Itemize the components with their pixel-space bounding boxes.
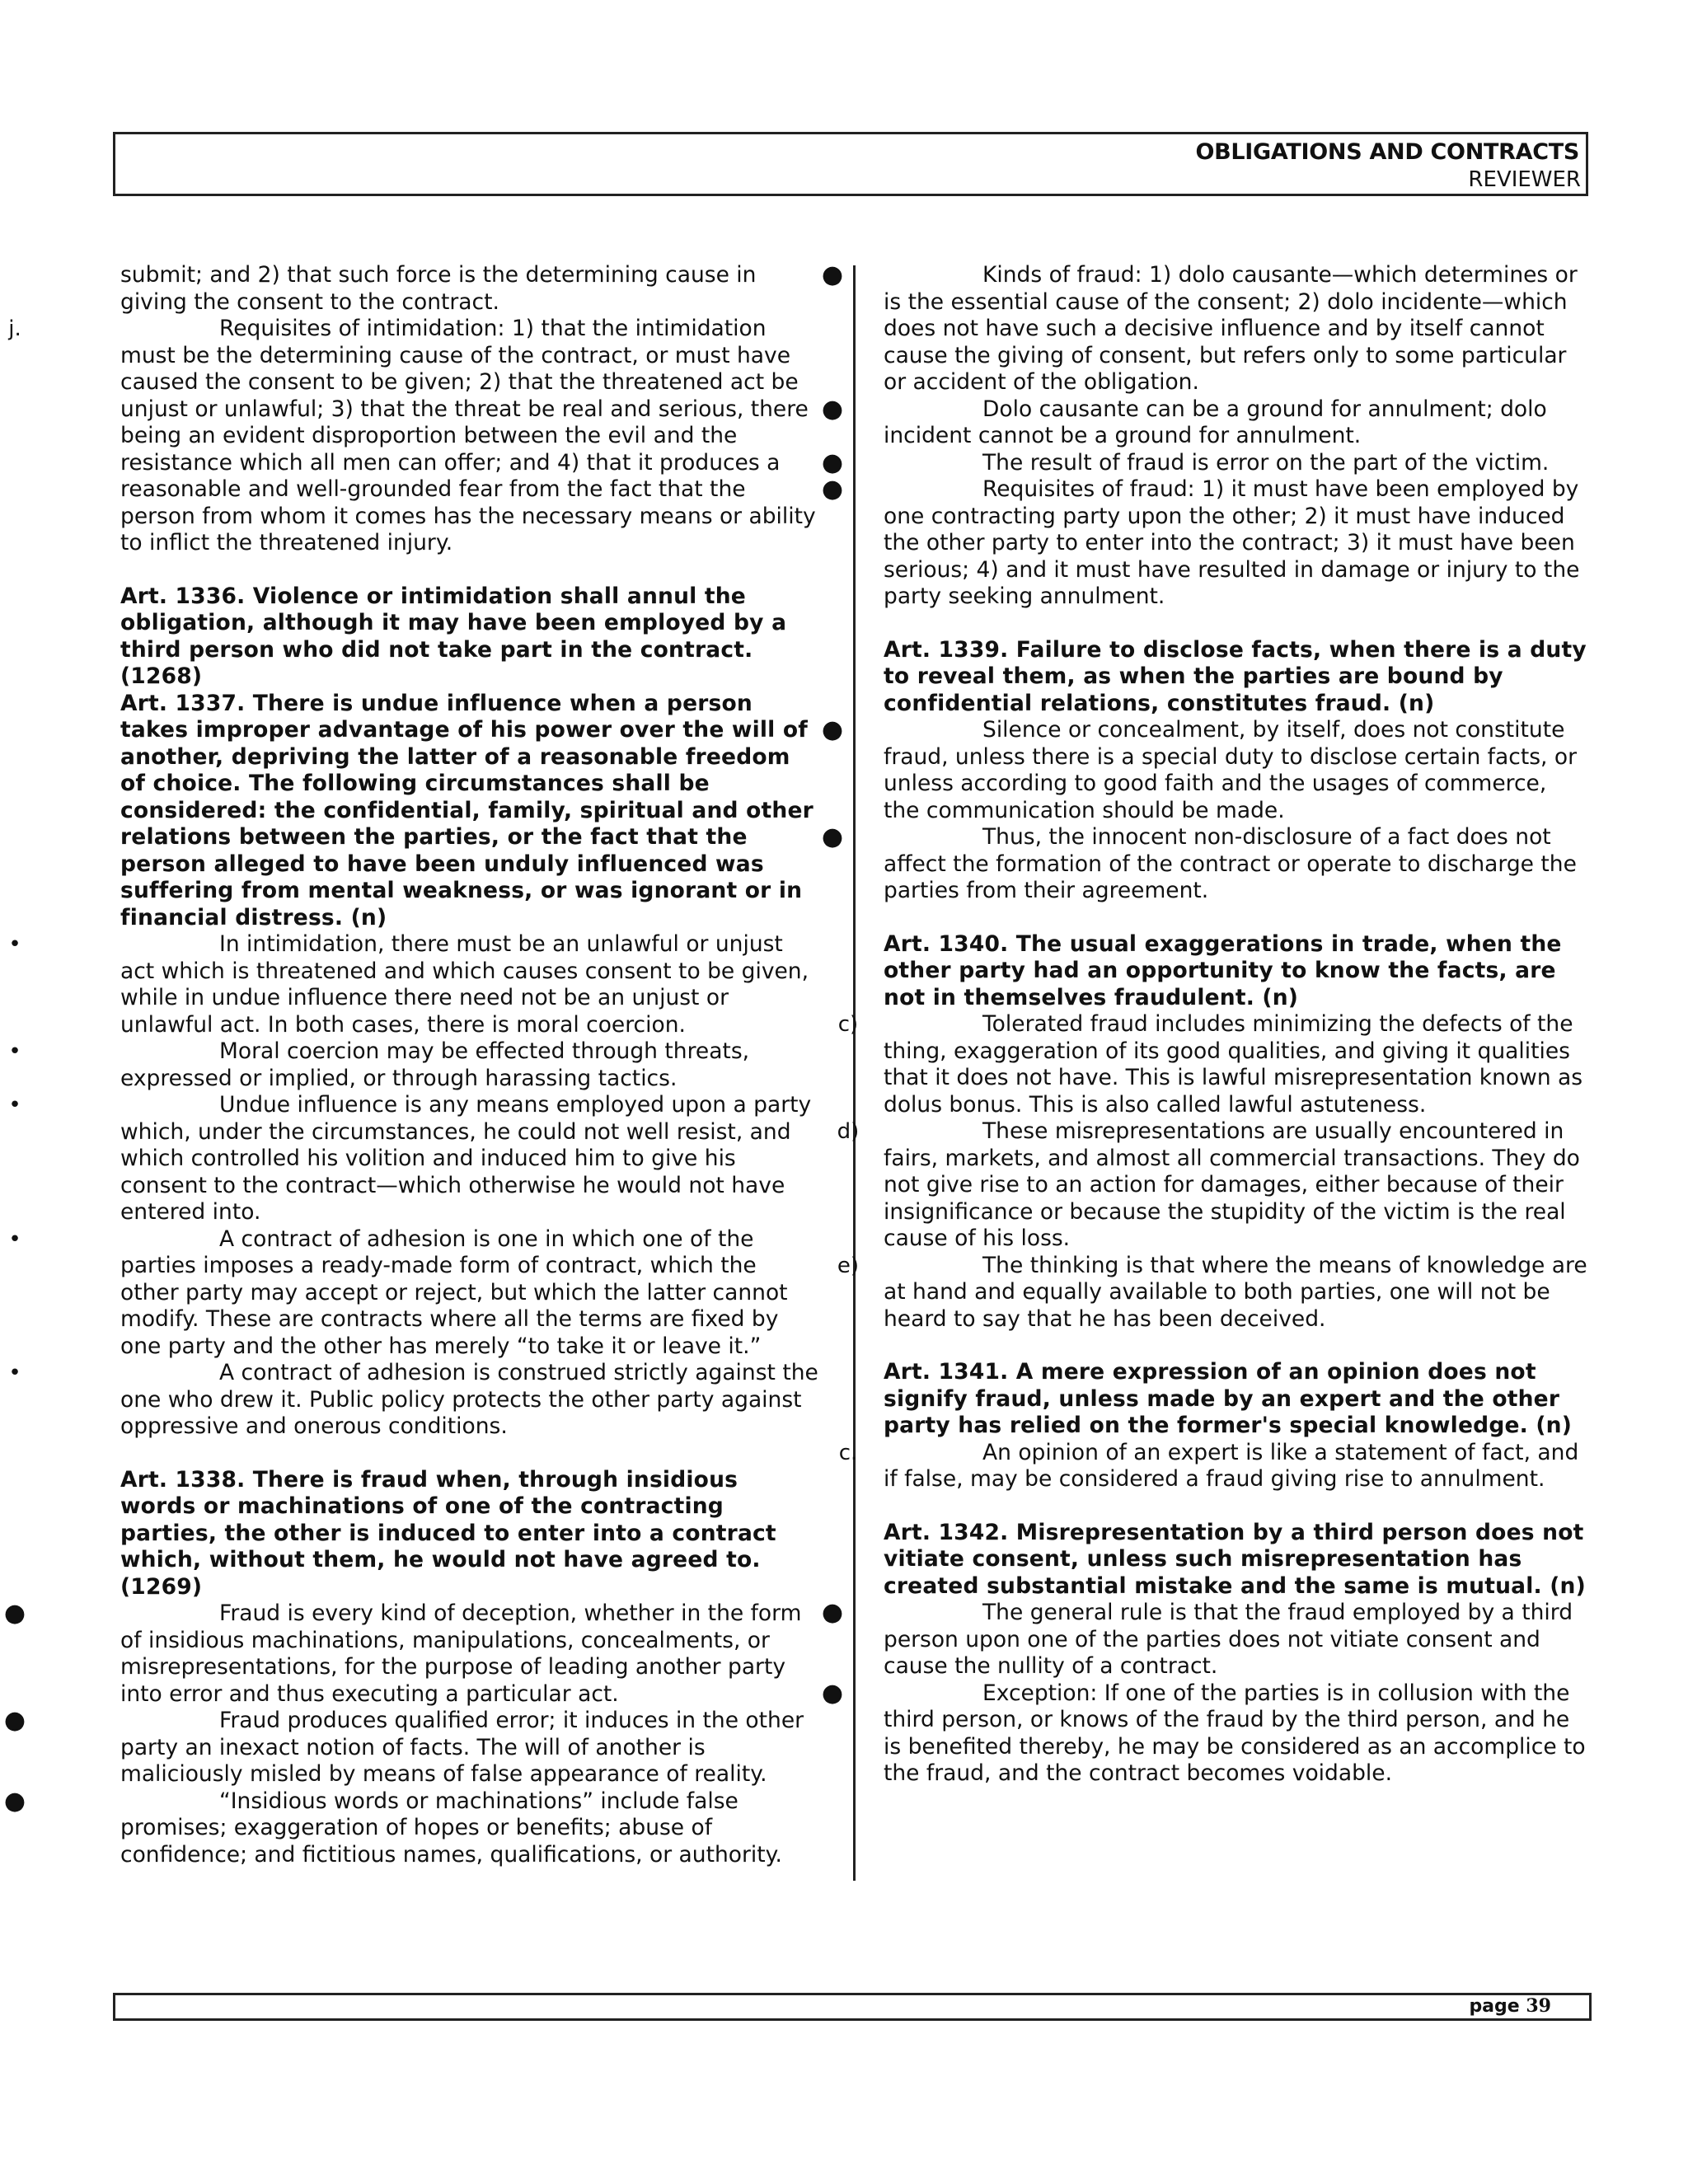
paragraph-gap: [120, 557, 821, 583]
bullet-marker: •: [8, 932, 21, 957]
bullet-marker: ●: [821, 715, 844, 744]
paragraph-text: “Insidious words or machinations” include false promises; exaggeration of hopes or benefits; abuse of confidence; and fictitious names, qualifications, or authority.: [120, 1788, 782, 1868]
bullet-marker: ●: [821, 823, 844, 851]
page-number: [1469, 1995, 1551, 2017]
paragraph-text: Dolo causante can be a ground for annulment; dolo incident cannot be a ground for annulment.: [884, 396, 1547, 448]
paragraph: [3, 1706, 821, 1788]
paragraph-text: A contract of adhesion is construed strictly against the one who drew it. Public policy protects the other party against oppressive and onerous conditions.: [120, 1360, 818, 1439]
page-footer: [113, 1993, 1592, 2021]
paragraph-text: Moral coercion may be effected through threats, expressed or implied, or through harassing tactics.: [120, 1038, 750, 1091]
paragraph: [838, 1439, 1589, 1493]
paragraph: [821, 260, 1589, 396]
page-number-value: 39: [1526, 1995, 1551, 2017]
bullet-marker: j.: [8, 316, 21, 341]
article-heading: [120, 1467, 821, 1601]
list-letter-marker: d): [837, 1119, 860, 1144]
paragraph-text: The result of fraud is error on the part of the victim.: [982, 449, 1550, 476]
paragraph-text: Requisites of fraud: 1) it must have been employed by one contracting party upon the other; 2) it must have induced the other party to enter into the contract; 3) it must have been serious; 4) and it must have resulted in damage or injury to the party seeking annulment.: [884, 476, 1580, 609]
bullet-marker: ●: [821, 448, 844, 477]
bullet-marker: ●: [3, 1786, 26, 1816]
list-letter-marker: e): [837, 1253, 860, 1278]
paragraph: [837, 1011, 1589, 1118]
paragraph-text: The thinking is that where the means of knowledge are at hand and equally available to both parties, one will not be heard to say that he has been deceived.: [884, 1252, 1587, 1332]
paragraph-text: Undue influence is any means employed upon a party which, under the circumstances, he could not well resist, and which controlled his volition and induced him to give his consent to the contract—which otherwise he would not have entered into.: [120, 1092, 812, 1225]
paragraph-text: Art. 1337. There is undue influence when a person takes improper advantage of his power over the will of another, depriving the latter of a reasonable freedom of choice. The following circumstances shall be considered: the confidential, family, spiritual and other relations between the parties, or the fact that the person alleged to have been unduly influenced was suffering from mental weakness, or was ignorant or in financial distress. (n): [120, 690, 814, 930]
paragraph-gap: [884, 611, 1589, 637]
bullet-marker: ●: [821, 394, 844, 424]
bullet-marker: ●: [821, 260, 844, 289]
paragraph-text: In intimidation, there must be an unlawful or unjust act which is threatened and which causes consent to be given, while in undue influence there need not be an unjust or unlawful act. In both cases, there is moral coercion.: [120, 931, 809, 1038]
paragraph: [821, 475, 1589, 611]
paragraph-text: Art. 1338. There is fraud when, through insidious words or machinations of one of the contracting parties, the other is induced to enter into a contract which, without them, he would not have agreed to. (1269): [120, 1466, 776, 1600]
article-heading: [120, 583, 821, 691]
paragraph-gap: [884, 1333, 1589, 1359]
paragraph-text: Requisites of intimidation: 1) that the intimidation must be the determining cause of the contract, or must have caused the consent to be given; 2) that the threatened act be unjust or unlawful; 3) that the threat be real and serious, there being an evident disproportion between the evil and the resistance which all men can offer; and 4) that it produces a reasonable and well-grounded fear from the fact that the person from whom it comes has the necessary means or ability to inflict the threatened injury.: [120, 316, 816, 555]
header-subtitle: REVIEWER: [1468, 167, 1581, 192]
list-letter-marker: c): [837, 1012, 859, 1037]
paragraph-text: The general rule is that the fraud employed by a third person upon one of the parties does not vitiate consent and cause the nullity of a contract.: [884, 1600, 1573, 1679]
paragraph-text: Art. 1339. Failure to disclose facts, when there is a duty to reveal them, as when the parties are bound by confidential relations, constitutes fraud. (n): [884, 636, 1587, 716]
paragraph: [8, 931, 821, 1038]
article-heading: [884, 1520, 1589, 1601]
header-title: OBLIGATIONS AND CONTRACTS: [1195, 139, 1579, 165]
paragraph-text: These misrepresentations are usually encountered in fairs, markets, and almost all commercial transactions. They do not give rise to an action for damages, either because of their insignificance or because the stupidity of the victim is the real cause of his loss.: [884, 1118, 1580, 1251]
paragraph: [821, 394, 1589, 450]
paragraph: [3, 1786, 821, 1869]
paragraph-text: submit; and 2) that such force is the determining cause in giving the consent to the contract.: [120, 262, 757, 315]
paragraph-text: Art. 1341. A mere expression of an opinion does not signify fraud, unless made by an expert and the other party has relied on the former's special knowledge. (n): [884, 1359, 1573, 1438]
paragraph: [821, 448, 1589, 477]
paragraph: [821, 1678, 1589, 1788]
paragraph: [8, 1360, 821, 1441]
bullet-marker: ●: [821, 1678, 844, 1708]
bullet-marker: ●: [821, 475, 844, 504]
right-column: [821, 260, 1589, 1788]
paragraph-text: Art. 1336. Violence or intimidation shall annul the obligation, although it may have been employed by a third person who did not take part in the contract. (1268): [120, 583, 787, 689]
bullet-marker: •: [8, 1093, 21, 1118]
left-column: [3, 262, 821, 1868]
page-header: [113, 132, 1588, 196]
paragraph-gap: [884, 1493, 1589, 1520]
article-heading: [120, 691, 821, 932]
paragraph-gap: [120, 1441, 821, 1467]
page-label: page: [1469, 1996, 1520, 2017]
paragraph: [821, 715, 1589, 824]
bullet-marker: •: [8, 1226, 21, 1252]
paragraph: [8, 1226, 821, 1361]
paragraph: [8, 1038, 821, 1092]
paragraph: [837, 1252, 1589, 1333]
paragraph: [821, 1598, 1589, 1680]
paragraph-text: An opinion of an expert is like a statement of fact, and if false, may be considered a fraud giving rise to annulment.: [884, 1439, 1579, 1492]
paragraph: [120, 262, 821, 316]
bullet-marker: •: [8, 1039, 21, 1064]
paragraph-text: Silence or concealment, by itself, does not constitute fraud, unless there is a special duty to disclose certain facts, or unless according to good faith and the usages of commerce, the communication should be made.: [884, 717, 1577, 823]
paragraph-text: Fraud is every kind of deception, whether in the form of insidious machinations, manipulations, concealments, or misrepresentations, for the purpose of leading another party into error and thus executing a particular act.: [120, 1601, 802, 1707]
bullet-marker: ●: [3, 1599, 26, 1628]
paragraph-text: Art. 1340. The usual exaggerations in trade, when the other party had an opportunity to know the facts, are not in themselves fraudulent. (n): [884, 930, 1562, 1010]
list-letter-marker: c.: [838, 1440, 858, 1465]
paragraph-gap: [884, 905, 1589, 931]
paragraph-text: Art. 1342. Misrepresentation by a third person does not vitiate consent, unless such misrepresentation has created substantial mistake and the same is mutual. (n): [884, 1519, 1586, 1599]
paragraph-text: Thus, the innocent non-disclosure of a fact does not affect the formation of the contract or operate to discharge the parties from their agreement.: [884, 824, 1577, 903]
column-divider: [853, 265, 856, 1881]
paragraph-text: Tolerated fraud includes minimizing the defects of the thing, exaggeration of its good qualities, and giving it qualities that it does not have. This is lawful misrepresentation known as dolus bonus. This is also called lawful astuteness.: [884, 1011, 1583, 1118]
paragraph-text: Kinds of fraud: 1) dolo causante—which determines or is the essential cause of the consent; 2) dolo incidente—which does not have such a decisive influence and by itself cannot cause the giving of consent, but refers only to some particular or accident of the obligation.: [884, 262, 1578, 395]
bullet-marker: •: [8, 1361, 21, 1385]
bullet-marker: ●: [821, 1598, 844, 1627]
paragraph: [8, 316, 821, 557]
paragraph: [821, 823, 1589, 905]
article-heading: [884, 637, 1589, 718]
article-heading: [884, 1359, 1589, 1440]
paragraph: [837, 1118, 1589, 1253]
paragraph: [8, 1092, 821, 1226]
paragraph: [3, 1599, 821, 1708]
bullet-marker: ●: [3, 1706, 26, 1735]
article-heading: [884, 931, 1589, 1012]
paragraph-text: Fraud produces qualified error; it induces in the other party an inexact notion of facts. The will of another is maliciously misled by means of false appearance of reality.: [120, 1708, 804, 1787]
paragraph-text: A contract of adhesion is one in which one of the parties imposes a ready-made form of contract, which the other party may accept or reject, but which the latter cannot modify. These are contracts where all the terms are fixed by one party and the other has merely “to take it or leave it.”: [120, 1226, 788, 1359]
paragraph-text: Exception: If one of the parties is in collusion with the third person, or knows of the fraud by the third person, and he is benefited thereby, he may be considered as an accomplice to the fraud, and the contract becomes voidable.: [884, 1680, 1586, 1786]
